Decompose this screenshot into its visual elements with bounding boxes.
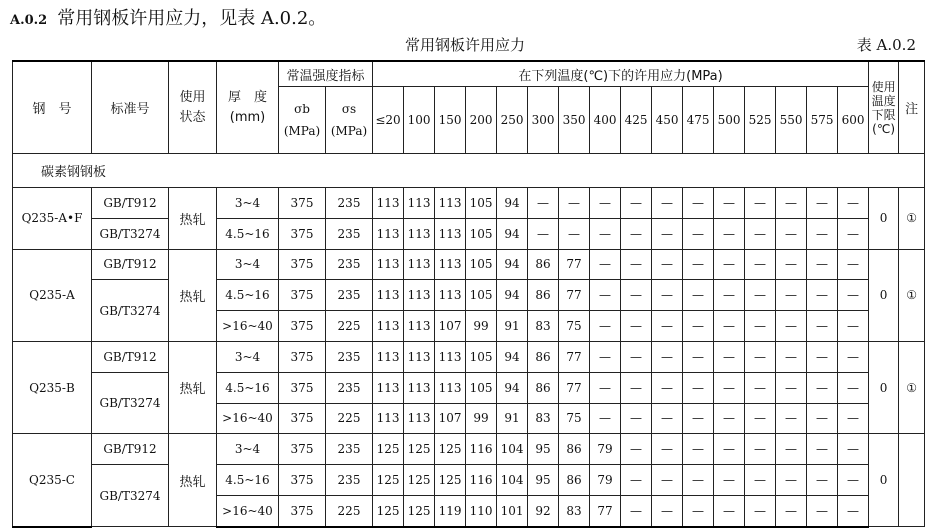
stress-value: — [807, 495, 838, 526]
stress-value: 113 [404, 341, 435, 372]
stress-value: — [776, 249, 807, 280]
standard-number: GB/T912 [92, 249, 169, 280]
stress-value: 113 [435, 188, 466, 219]
stress-value: — [714, 403, 745, 434]
stress-value: 113 [373, 372, 404, 403]
table-title: 常用钢板许用应力 [404, 36, 525, 54]
stress-value: — [714, 372, 745, 403]
standard-number: GB/T912 [92, 341, 169, 372]
stress-value: 105 [466, 249, 497, 280]
stress-value: — [807, 188, 838, 219]
header-temp: 200 [466, 87, 497, 154]
stress-value: 104 [497, 434, 528, 465]
stress-value: 83 [528, 403, 559, 434]
note-mark: ① [899, 249, 925, 341]
sigma-s-value: 235 [326, 218, 373, 249]
stress-value: — [714, 434, 745, 465]
stress-value: 113 [373, 249, 404, 280]
sigma-s-value: 225 [326, 403, 373, 434]
stress-value: 86 [559, 465, 590, 496]
stress-value: — [559, 188, 590, 219]
stress-value: — [683, 341, 714, 372]
stress-value: — [776, 465, 807, 496]
stress-value: — [745, 249, 776, 280]
stress-value: — [652, 341, 683, 372]
header-temp: 525 [745, 87, 776, 154]
stress-value: — [652, 495, 683, 526]
stress-value: — [683, 434, 714, 465]
stress-value: — [652, 372, 683, 403]
stress-value: — [838, 403, 869, 434]
stress-value: 86 [528, 341, 559, 372]
stress-value: 94 [497, 280, 528, 311]
stress-value: — [652, 311, 683, 342]
stress-value: — [807, 280, 838, 311]
stress-value: 94 [497, 372, 528, 403]
header-temp: 100 [404, 87, 435, 154]
thickness: 3~4 [217, 249, 279, 280]
stress-value: 91 [497, 311, 528, 342]
header-sigma-b: σb (MPa) [279, 87, 326, 154]
stress-value: — [652, 434, 683, 465]
stress-value: — [683, 403, 714, 434]
min-temp-value: 0 [869, 341, 899, 433]
stress-value: 107 [435, 403, 466, 434]
stress-value: — [714, 280, 745, 311]
stress-value: — [838, 372, 869, 403]
table-row [13, 434, 925, 465]
stress-value: — [838, 434, 869, 465]
table-row [13, 465, 925, 496]
stress-value: 113 [404, 311, 435, 342]
header-standard: 标准号 [92, 61, 169, 154]
sigma-s-value: 225 [326, 495, 373, 526]
stress-value: — [621, 495, 652, 526]
stress-value: — [590, 311, 621, 342]
thickness: 3~4 [217, 188, 279, 219]
thickness: >16~40 [217, 311, 279, 342]
stress-value: — [807, 341, 838, 372]
sigma-b-value: 375 [279, 280, 326, 311]
stress-value: — [590, 218, 621, 249]
stress-value: 125 [404, 495, 435, 526]
stress-value: 125 [404, 434, 435, 465]
stress-value: — [590, 188, 621, 219]
stress-value: — [838, 465, 869, 496]
sigma-s-value: 235 [326, 280, 373, 311]
steel-grade: Q235-B [13, 341, 92, 433]
stress-value: — [683, 280, 714, 311]
sigma-b-value: 375 [279, 249, 326, 280]
stress-value: — [745, 341, 776, 372]
use-state: 热轧 [169, 188, 217, 250]
stress-value: 77 [559, 280, 590, 311]
stress-value: 113 [404, 249, 435, 280]
note-mark: ① [899, 188, 925, 250]
stress-value: — [621, 372, 652, 403]
stress-value: 99 [466, 403, 497, 434]
thickness: >16~40 [217, 403, 279, 434]
stress-value: 113 [404, 188, 435, 219]
header-allowable-stress: 在下列温度(℃)下的许用应力(MPa) [373, 61, 869, 87]
header-temp: 350 [559, 87, 590, 154]
stress-value: — [776, 311, 807, 342]
stress-value: 101 [497, 495, 528, 526]
stress-value: — [652, 249, 683, 280]
stress-value: — [745, 311, 776, 342]
stress-value: 75 [559, 311, 590, 342]
header-temp: 500 [714, 87, 745, 154]
stress-value: — [745, 280, 776, 311]
stress-value: 113 [404, 218, 435, 249]
stress-value: 105 [466, 188, 497, 219]
stress-value: 125 [373, 495, 404, 526]
sigma-b-value: 375 [279, 311, 326, 342]
thickness: >16~40 [217, 495, 279, 526]
stress-value: — [745, 372, 776, 403]
stress-value: 77 [559, 249, 590, 280]
sigma-s-value: 235 [326, 434, 373, 465]
stress-value: — [714, 341, 745, 372]
stress-value: — [652, 280, 683, 311]
stress-value: — [776, 372, 807, 403]
stress-value: — [714, 249, 745, 280]
sigma-b-value: 375 [279, 465, 326, 496]
stress-value: 125 [373, 434, 404, 465]
steel-grade: Q235-A [13, 249, 92, 341]
stress-value: — [528, 188, 559, 219]
header-sigma-s: σs (MPa) [326, 87, 373, 154]
table-row [13, 218, 925, 249]
table-number: 表 A.0.2 [856, 36, 916, 54]
sigma-s-value: 235 [326, 341, 373, 372]
header-temp: 400 [590, 87, 621, 154]
stress-value: — [807, 249, 838, 280]
stress-value: 113 [404, 403, 435, 434]
header-temp: 250 [497, 87, 528, 154]
header-temp: 150 [435, 87, 466, 154]
sigma-s-value: 225 [326, 311, 373, 342]
stress-value: — [652, 218, 683, 249]
stress-value: — [838, 311, 869, 342]
stress-value: 113 [373, 403, 404, 434]
header-min-temp: 使用 温度 下限 (℃) [869, 61, 899, 154]
stress-value: — [590, 280, 621, 311]
stress-value: 125 [435, 465, 466, 496]
stress-value: — [621, 188, 652, 219]
stress-value: — [838, 341, 869, 372]
stress-value: — [590, 372, 621, 403]
stress-value: — [621, 249, 652, 280]
stress-value: — [714, 218, 745, 249]
stress-value: — [683, 495, 714, 526]
standard-number: GB/T912 [92, 188, 169, 219]
stress-value: — [652, 465, 683, 496]
stress-value: — [559, 218, 590, 249]
stress-value: — [838, 249, 869, 280]
thickness: 4.5~16 [217, 372, 279, 403]
stress-value: — [714, 188, 745, 219]
stress-value: — [776, 403, 807, 434]
stress-value: 113 [373, 341, 404, 372]
header-temp: 575 [807, 87, 838, 154]
stress-value: — [838, 188, 869, 219]
use-state: 热轧 [169, 341, 217, 433]
steel-grade: Q235-C [13, 434, 92, 527]
stress-value: — [776, 280, 807, 311]
stress-value: — [714, 495, 745, 526]
stress-value: — [683, 465, 714, 496]
use-state: 热轧 [169, 434, 217, 527]
min-temp-value: 0 [869, 249, 899, 341]
stress-value: 113 [435, 249, 466, 280]
stress-value: — [745, 465, 776, 496]
sigma-b-value: 375 [279, 495, 326, 526]
stress-value: 113 [435, 280, 466, 311]
stress-value: — [776, 495, 807, 526]
stress-value: 105 [466, 372, 497, 403]
stress-value: — [590, 341, 621, 372]
stress-value: — [621, 311, 652, 342]
header-state: 使用 状态 [169, 61, 217, 154]
stress-value: — [807, 372, 838, 403]
stress-value: — [838, 218, 869, 249]
stress-value: 86 [528, 249, 559, 280]
stress-value: — [621, 341, 652, 372]
stress-value: 116 [466, 465, 497, 496]
stress-value: 83 [559, 495, 590, 526]
stress-value: 107 [435, 311, 466, 342]
stress-value: — [807, 465, 838, 496]
stress-value: 91 [497, 403, 528, 434]
allowable-stress-table [12, 60, 925, 528]
stress-value: — [652, 403, 683, 434]
standard-number: GB/T3274 [92, 218, 169, 249]
thickness: 4.5~16 [217, 218, 279, 249]
stress-value: — [807, 311, 838, 342]
thickness: 4.5~16 [217, 280, 279, 311]
stress-value: 99 [466, 311, 497, 342]
header-thickness: 厚 度 (mm) [217, 61, 279, 154]
header-steel-grade: 钢 号 [13, 61, 92, 154]
stress-value: — [714, 465, 745, 496]
stress-value: — [683, 218, 714, 249]
table-row [13, 372, 925, 403]
stress-value: — [745, 188, 776, 219]
stress-value: 113 [373, 280, 404, 311]
stress-value: 125 [404, 465, 435, 496]
table-body [13, 61, 925, 527]
sigma-b-value: 375 [279, 188, 326, 219]
sigma-s-value: 235 [326, 465, 373, 496]
table-row [13, 280, 925, 311]
stress-value: 105 [466, 341, 497, 372]
stress-value: 113 [373, 218, 404, 249]
header-temp: 475 [683, 87, 714, 154]
header-temp: 300 [528, 87, 559, 154]
stress-value: 94 [497, 249, 528, 280]
section-text: 常用钢板许用应力，见表 A.0.2。 [57, 8, 327, 29]
stress-value: — [838, 495, 869, 526]
table-row [13, 249, 925, 280]
stress-value: 125 [435, 434, 466, 465]
stress-value: — [621, 403, 652, 434]
stress-value: 79 [590, 434, 621, 465]
stress-value: 116 [466, 434, 497, 465]
thickness: 3~4 [217, 341, 279, 372]
stress-value: 105 [466, 218, 497, 249]
stress-value: 104 [497, 465, 528, 496]
stress-value: — [621, 434, 652, 465]
stress-value: 110 [466, 495, 497, 526]
header-temp: ≤20 [373, 87, 404, 154]
stress-value: — [683, 188, 714, 219]
standard-number: GB/T3274 [92, 465, 169, 527]
stress-value: 119 [435, 495, 466, 526]
category-label: 碳素钢钢板 [13, 154, 925, 188]
stress-value: 77 [590, 495, 621, 526]
sigma-s-value: 235 [326, 372, 373, 403]
header-temp: 550 [776, 87, 807, 154]
stress-value: — [838, 280, 869, 311]
stress-value: 125 [373, 465, 404, 496]
stress-value: 105 [466, 280, 497, 311]
stress-value: 113 [373, 188, 404, 219]
header-normal-strength: 常温强度指标 [279, 61, 373, 87]
stress-value: 94 [497, 188, 528, 219]
note-mark [899, 434, 925, 527]
stress-value: — [683, 372, 714, 403]
thickness: 4.5~16 [217, 465, 279, 496]
stress-value: 86 [528, 280, 559, 311]
stress-value: — [776, 341, 807, 372]
stress-value: 113 [435, 341, 466, 372]
stress-value: 83 [528, 311, 559, 342]
sigma-s-value: 235 [326, 249, 373, 280]
stress-value: — [683, 311, 714, 342]
stress-value: 77 [559, 341, 590, 372]
sigma-b-value: 375 [279, 341, 326, 372]
stress-value: — [590, 403, 621, 434]
use-state: 热轧 [169, 249, 217, 341]
stress-value: 113 [404, 372, 435, 403]
stress-value: 95 [528, 465, 559, 496]
stress-value: — [745, 218, 776, 249]
thickness: 3~4 [217, 434, 279, 465]
table-row [13, 341, 925, 372]
header-temp: 600 [838, 87, 869, 154]
stress-value: — [807, 403, 838, 434]
stress-value: — [776, 434, 807, 465]
sigma-b-value: 375 [279, 218, 326, 249]
header-temp: 425 [621, 87, 652, 154]
stress-value: — [807, 218, 838, 249]
sigma-b-value: 375 [279, 372, 326, 403]
stress-value: 86 [528, 372, 559, 403]
section-number: A.0.2 [10, 13, 48, 28]
table-row [13, 188, 925, 219]
stress-value: — [528, 218, 559, 249]
stress-value: 113 [404, 280, 435, 311]
stress-value: — [714, 311, 745, 342]
stress-value: — [745, 403, 776, 434]
stress-value: — [776, 188, 807, 219]
sigma-s-value: 235 [326, 188, 373, 219]
stress-value: 92 [528, 495, 559, 526]
sigma-b-value: 375 [279, 434, 326, 465]
stress-value: 94 [497, 341, 528, 372]
stress-value: — [745, 434, 776, 465]
standard-number: GB/T3274 [92, 280, 169, 342]
min-temp-value: 0 [869, 434, 899, 527]
stress-value: — [621, 280, 652, 311]
stress-value: 113 [373, 311, 404, 342]
stress-value: 94 [497, 218, 528, 249]
stress-value: — [683, 249, 714, 280]
min-temp-value: 0 [869, 188, 899, 250]
header-temp: 450 [652, 87, 683, 154]
sigma-b-value: 375 [279, 403, 326, 434]
stress-value: 95 [528, 434, 559, 465]
stress-value: — [807, 434, 838, 465]
stress-value: 79 [590, 465, 621, 496]
stress-value: 86 [559, 434, 590, 465]
steel-grade: Q235-A•F [13, 188, 92, 250]
stress-value: — [776, 218, 807, 249]
section-heading [10, 4, 326, 30]
stress-value: — [652, 188, 683, 219]
stress-value: — [621, 465, 652, 496]
stress-value: 77 [559, 372, 590, 403]
stress-value: — [590, 249, 621, 280]
stress-value: 113 [435, 218, 466, 249]
header-note: 注 [899, 61, 925, 154]
stress-value: 113 [435, 372, 466, 403]
stress-value: 75 [559, 403, 590, 434]
stress-value: — [621, 218, 652, 249]
standard-number: GB/T912 [92, 434, 169, 465]
stress-value: — [745, 495, 776, 526]
standard-number: GB/T3274 [92, 372, 169, 434]
note-mark: ① [899, 341, 925, 433]
